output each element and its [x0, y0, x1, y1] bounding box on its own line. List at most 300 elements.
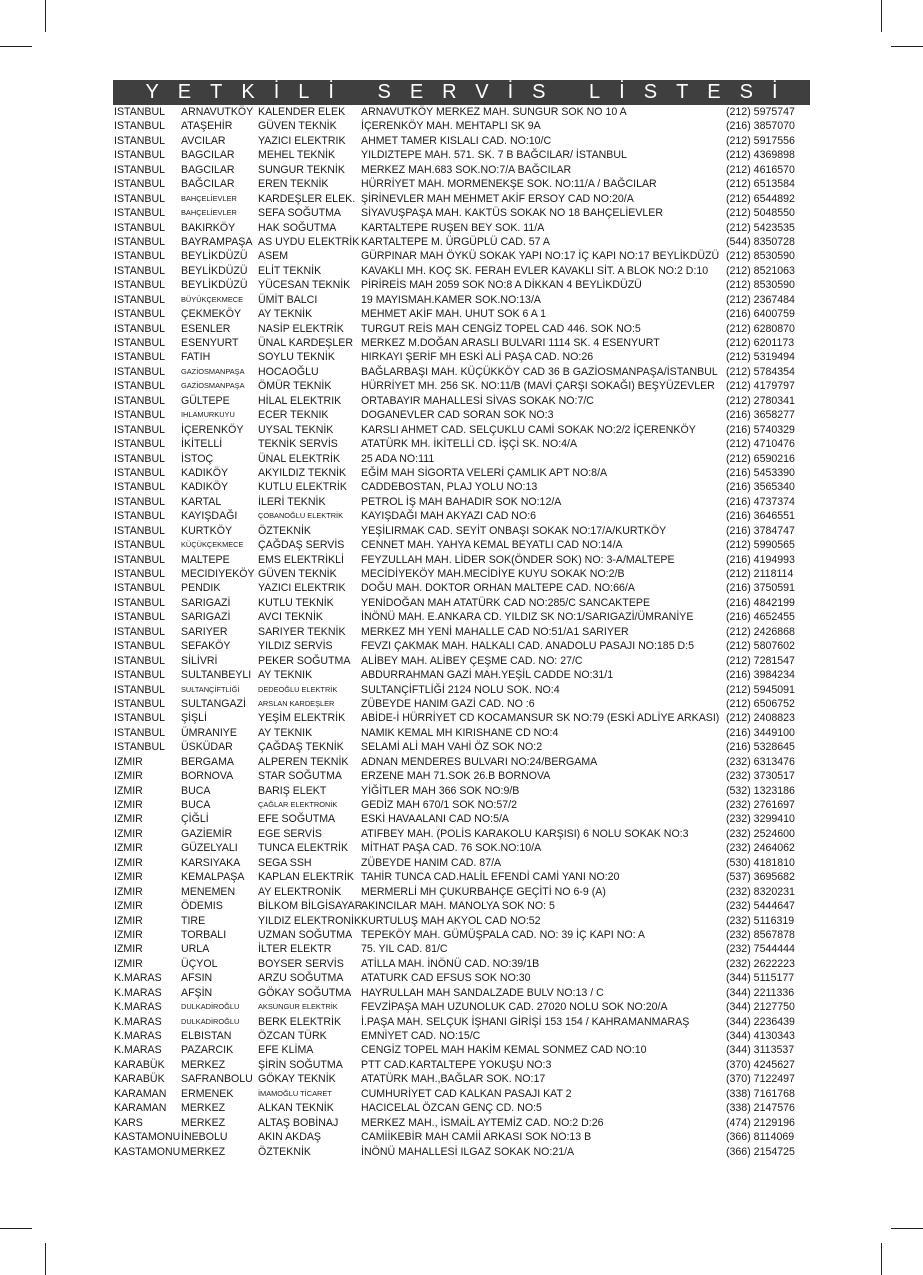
city-cell: ISTANBUL: [114, 250, 166, 263]
address-cell: İNÖNÜ MAHALLESİ ILGAZ SOKAK NO:21/A: [361, 1145, 575, 1158]
service-name-cell: BARIŞ ELEKT: [258, 784, 327, 797]
city-cell: ISTANBUL: [114, 337, 166, 349]
service-name-cell: ARZU SOĞUTMA: [258, 972, 344, 985]
service-row: [114, 596, 814, 610]
phone-cell: (216) 5453390: [726, 466, 795, 479]
city-cell: ISTANBUL: [114, 625, 166, 638]
phone-cell: (232) 3730517: [726, 770, 795, 783]
service-name-cell: KUTLU ELEKTRİK: [258, 481, 347, 494]
city-cell: IZMIR: [114, 799, 143, 811]
phone-cell: (216) 4652455: [726, 611, 795, 624]
phone-cell: (212) 6201173: [726, 337, 795, 349]
district-cell: İÇERENKÖY: [181, 423, 244, 436]
phone-cell: (212) 8521063: [726, 264, 795, 277]
phone-cell: (216) 3784747: [726, 524, 795, 537]
phone-cell: (232) 2622223: [726, 957, 795, 970]
address-cell: 75. YIL CAD. 81/C: [361, 943, 448, 956]
service-row: [114, 307, 814, 321]
address-cell: GÜRPINAR MAH ÖYKÜ SOKAK YAPI NO:17 İÇ KAPI NO:17 BEYLİKDÜZÜ: [361, 250, 720, 263]
service-name-cell: İLTER ELEKTR: [258, 943, 332, 956]
service-name-cell: YILDIZ SERVİS: [258, 640, 333, 653]
district-cell: MENEMEN: [181, 885, 236, 898]
address-cell: AHMET TAMER KISLALI CAD. NO:10/C: [361, 134, 552, 147]
service-name-cell: ÇAĞLAR ELEKTRONİK: [258, 800, 338, 809]
district-cell: İSTOÇ: [181, 452, 214, 465]
address-cell: SİYAVUŞPAŞA MAH. KAKTÜS SOKAK NO 18 BAHÇELİEVLER: [361, 207, 664, 220]
service-name-cell: ALKAN TEKNİK: [258, 1102, 334, 1115]
service-name-cell: ÖZCAN TÜRK: [258, 1030, 327, 1042]
service-name-cell: ARSLAN KARDEŞLER: [258, 698, 335, 708]
service-row: [114, 1087, 814, 1101]
service-row: [114, 870, 814, 884]
city-cell: IZMIR: [114, 784, 143, 797]
city-cell: ISTANBUL: [114, 106, 166, 118]
phone-cell: (232) 5116319: [726, 914, 795, 927]
service-row: [114, 379, 814, 393]
service-name-cell: EREN TEKNİK: [258, 178, 329, 191]
service-name-cell: BERK ELEKTRİK: [258, 1015, 342, 1028]
district-cell: ATAŞEHİR: [181, 120, 233, 133]
district-cell: GÜLTEPE: [181, 394, 230, 407]
crop-mark: [0, 46, 32, 47]
crop-mark: [45, 1243, 46, 1275]
phone-cell: (216) 3449100: [726, 726, 795, 739]
city-cell: ISTANBUL: [114, 409, 166, 422]
service-name-cell: YAZICI ELEKTRIK: [258, 582, 346, 595]
crop-mark: [881, 1243, 882, 1275]
phone-cell: (338) 7161768: [726, 1087, 795, 1100]
city-cell: K.MARAS: [114, 1015, 162, 1028]
district-cell: SULTANBEYLI: [181, 669, 252, 682]
phone-cell: (216) 3750591: [726, 582, 795, 595]
service-name-cell: ÜNAL KARDEŞLER: [258, 337, 353, 349]
address-cell: YİĞİTLER MAH 366 SOK NO:9/B: [361, 784, 520, 797]
address-cell: MERKEZ M.DOĞAN ARASLI BULVARI 1114 SK. 4 ESENYURT: [361, 337, 660, 349]
service-row: [114, 1029, 814, 1043]
phone-cell: (212) 4710476: [726, 438, 795, 451]
city-cell: K.MARAS: [114, 1001, 162, 1014]
phone-cell: (370) 7122497: [726, 1073, 795, 1086]
service-row: [114, 610, 814, 624]
service-row: [114, 668, 814, 682]
service-name-cell: AS UYDU ELEKTRİK: [258, 235, 360, 248]
service-row: [114, 957, 814, 971]
service-row: [114, 971, 814, 985]
address-cell: ABDURRAHMAN GAZİ MAH.YEŞİL CADDE NO:31/1: [361, 669, 614, 682]
phone-cell: (212) 2118114: [726, 568, 794, 580]
phone-cell: (232) 2524600: [726, 827, 795, 840]
city-cell: ISTANBUL: [114, 423, 166, 436]
city-cell: K.MARAS: [114, 972, 162, 985]
city-cell: ISTANBUL: [114, 322, 166, 335]
address-cell: ATATÜRK MAH.,BAĞLAR SOK. NO:17: [361, 1073, 546, 1086]
service-row: [114, 264, 814, 278]
phone-cell: (212) 6513584: [726, 178, 795, 191]
phone-cell: (537) 3695682: [726, 871, 795, 884]
service-name-cell: AY TEKNIK: [258, 669, 313, 682]
city-cell: ISTANBUL: [114, 149, 166, 162]
crop-mark: [891, 1228, 923, 1229]
phone-cell: (212) 2426868: [726, 625, 795, 638]
address-cell: KARSLI AHMET CAD. SELÇUKLU CAMİ SOKAK NO:2/2 İÇERENKÖY: [361, 423, 696, 436]
phone-cell: (344) 5115177: [726, 972, 795, 985]
district-cell: ARNAVUTKÖY: [181, 106, 254, 118]
city-cell: ISTANBUL: [114, 539, 166, 552]
service-row: [114, 1058, 814, 1072]
service-name-cell: KAPLAN ELEKTRİK: [258, 871, 354, 884]
city-cell: ISTANBUL: [114, 654, 166, 667]
service-row: [114, 755, 814, 769]
district-cell: BUCA: [181, 784, 211, 797]
city-cell: IZMIR: [114, 813, 143, 826]
service-name-cell: STAR SOĞUTMA: [258, 770, 342, 783]
address-cell: YENİDOĞAN MAH ATATÜRK CAD NO:285/C SANCAKTEPE: [361, 596, 651, 609]
address-cell: KARTALTEPE M. ÜRGÜPLÜ CAD. 57 A: [361, 235, 550, 248]
phone-cell: (216) 4737374: [726, 495, 795, 508]
service-list: [114, 105, 814, 1159]
service-row: [114, 105, 814, 119]
district-cell: KARTAL: [181, 495, 222, 508]
district-cell: AFŞİN: [181, 986, 213, 999]
service-name-cell: AY TEKNIK: [258, 726, 313, 739]
service-name-cell: KALENDER ELEK: [258, 106, 346, 118]
address-cell: İ.PAŞA MAH. SELÇUK İŞHANI GİRİŞİ 153 154 / KAHRAMANMARAŞ: [361, 1015, 690, 1028]
service-row: [114, 581, 814, 595]
district-cell: MECIDIYEKÖY: [181, 568, 255, 580]
service-row: [114, 293, 814, 307]
city-cell: ISTANBUL: [114, 134, 166, 147]
phone-cell: (212) 8530590: [726, 250, 795, 263]
phone-cell: (212) 4616570: [726, 163, 795, 176]
city-cell: ISTANBUL: [114, 481, 166, 494]
phone-cell: (232) 2761697: [726, 799, 795, 811]
city-cell: ISTANBUL: [114, 163, 166, 176]
list-title: YETKİLİ SERVİS LİSTESİ: [145, 81, 797, 103]
address-cell: MERKEZ MAH., İSMAİL AYTEMİZ CAD. NO:2 D:26: [361, 1116, 604, 1129]
service-name-cell: HAK SOĞUTMA: [258, 221, 337, 234]
service-row: [114, 899, 814, 913]
district-cell: SULTANGAZİ: [181, 697, 246, 710]
city-cell: ISTANBUL: [114, 293, 166, 306]
city-cell: ISTANBUL: [114, 452, 166, 465]
address-cell: FEVZİPAŞA MAH UZUNOLUK CAD. 27020 NOLU SOK NO:20/A: [361, 1001, 668, 1014]
address-cell: HACICELAL ÖZCAN GENÇ CD. NO:5: [361, 1102, 542, 1115]
service-row: [114, 1130, 814, 1144]
city-cell: ISTANBUL: [114, 640, 166, 653]
service-row: [114, 350, 814, 364]
address-cell: KURTULUŞ MAH AKYOL CAD NO:52: [361, 914, 541, 927]
phone-cell: (370) 4245627: [726, 1058, 795, 1071]
crop-mark: [891, 46, 923, 47]
address-cell: YEŞİLIRMAK CAD. SEYİT ONBAŞI SOKAK NO:17/A/KURTKÖY: [361, 524, 667, 537]
address-cell: KAVAKLI MH. KOÇ SK. FERAH EVLER KAVAKLI SİT. A BLOK NO:2 D:10: [361, 264, 709, 277]
city-cell: ISTANBUL: [114, 279, 166, 292]
district-cell: ÖDEMIS: [181, 900, 223, 913]
district-cell: MERKEZ: [181, 1145, 226, 1158]
service-row: [114, 942, 814, 956]
district-cell: BEYLİKDÜZÜ: [181, 279, 248, 292]
service-row: [114, 1145, 814, 1159]
district-cell: SAFRANBOLU: [181, 1073, 253, 1086]
city-cell: IZMIR: [114, 755, 143, 768]
service-name-cell: YILDIZ ELEKTRONİK: [258, 914, 362, 927]
address-cell: 19 MAYISMAH.KAMER SOK.NO:13/A: [361, 293, 541, 306]
crop-mark: [45, 0, 46, 32]
address-cell: ESKİ HAVAALANI CAD NO:5/A: [361, 813, 509, 826]
phone-cell: (212) 5319494: [726, 351, 795, 364]
district-cell: BAHÇELİEVLER: [181, 208, 237, 218]
service-row: [114, 827, 814, 841]
city-cell: ISTANBUL: [114, 510, 166, 523]
service-row: [114, 206, 814, 220]
city-cell: IZMIR: [114, 928, 143, 941]
crop-mark: [0, 1228, 32, 1229]
phone-cell: (216) 4194993: [726, 553, 795, 566]
phone-cell: (344) 2127750: [726, 1001, 795, 1014]
service-name-cell: EMS ELEKTRİKLİ: [258, 553, 344, 566]
phone-cell: (212) 6590216: [726, 452, 795, 465]
address-cell: GEDİZ MAH 670/1 SOK NO:57/2: [361, 799, 518, 811]
city-cell: KASTAMONU: [114, 1145, 181, 1158]
district-cell: MALTEPE: [181, 553, 230, 566]
service-row: [114, 740, 814, 754]
service-name-cell: ÖMÜR TEKNİK: [258, 380, 332, 393]
city-cell: ISTANBUL: [114, 207, 166, 220]
city-cell: ISTANBUL: [114, 380, 166, 393]
service-row: [114, 148, 814, 162]
address-cell: HIRKAYI ŞERİF MH ESKİ ALİ PAŞA CAD. NO:26: [361, 351, 594, 364]
district-cell: BAKIRKÖY: [181, 221, 236, 234]
district-cell: GAZİOSMANPAŞA: [181, 366, 245, 376]
service-name-cell: NASİP ELEKTRİK: [258, 322, 344, 335]
phone-cell: (216) 3646551: [726, 510, 795, 523]
district-cell: KÜÇÜKÇEKMECE: [181, 540, 244, 550]
district-cell: BEYLİKDÜZÜ: [181, 250, 248, 263]
district-cell: ÇİĞLİ: [181, 813, 209, 826]
address-cell: HAYRULLAH MAH SANDALZADE BULV NO:13 / C: [361, 986, 604, 999]
address-cell: AKINCILAR MAH. MANOLYA SOK NO: 5: [361, 900, 555, 913]
service-row: [114, 278, 814, 292]
phone-cell: (212) 2367484: [726, 293, 795, 306]
city-cell: ISTANBUL: [114, 365, 166, 378]
service-name-cell: YÜCESAN TEKNİK: [258, 279, 351, 292]
phone-cell: (232) 5444647: [726, 900, 795, 913]
city-cell: KARAMAN: [114, 1087, 167, 1100]
address-cell: ADNAN MENDERES BULVARI NO:24/BERGAMA: [361, 755, 598, 768]
service-row: [114, 452, 814, 466]
city-cell: ISTANBUL: [114, 192, 166, 205]
city-cell: ISTANBUL: [114, 524, 166, 537]
service-row: [114, 711, 814, 725]
district-cell: SARIYER: [181, 625, 228, 638]
address-cell: ŞİRİNEVLER MAH MEHMET AKİF ERSOY CAD NO:20/A: [361, 192, 634, 205]
address-cell: ZÜBEYDE HANIM CAD. 87/A: [361, 856, 502, 869]
city-cell: IZMIR: [114, 957, 143, 970]
address-cell: ATIFBEY MAH. (POLİS KARAKOLU KARŞISI) 6 NOLU SOKAK NO:3: [361, 827, 689, 840]
district-cell: ÇEKMEKÖY: [181, 308, 242, 321]
service-name-cell: İMAMOĞLU TİCARET: [258, 1088, 332, 1098]
service-name-cell: ELİT TEKNİK: [258, 264, 322, 277]
phone-cell: (232) 8567878: [726, 928, 795, 941]
service-row: [114, 914, 814, 928]
phone-cell: (366) 2154725: [726, 1145, 795, 1158]
service-name-cell: AKSUNGUR ELEKTRİK: [258, 1002, 338, 1012]
service-row: [114, 163, 814, 177]
service-row: [114, 1072, 814, 1086]
district-cell: ÜÇYOL: [181, 957, 218, 970]
service-row: [114, 769, 814, 783]
service-row: [114, 1043, 814, 1057]
phone-cell: (344) 2211336: [726, 986, 795, 999]
phone-cell: (212) 4369898: [726, 149, 795, 162]
city-cell: ISTANBUL: [114, 351, 166, 364]
city-cell: ISTANBUL: [114, 394, 166, 407]
address-cell: SELAMİ ALİ MAH VAHİ ÖZ SOK NO:2: [361, 741, 543, 754]
district-cell: BÜYÜKÇEKMECE: [181, 294, 244, 304]
phone-cell: (212) 5917556: [726, 134, 795, 147]
service-row: [114, 639, 814, 653]
service-name-cell: SARIYER TEKNİK: [258, 625, 346, 638]
city-cell: ISTANBUL: [114, 120, 166, 133]
service-name-cell: ÇOBANOĞLU ELEKTRİK: [258, 511, 344, 521]
city-cell: ISTANBUL: [114, 308, 166, 321]
address-cell: ATATÜRK MH. İKİTELLİ CD. İŞÇİ SK. NO:4/A: [361, 438, 578, 451]
district-cell: ERMENEK: [181, 1087, 234, 1100]
address-cell: CUMHURİYET CAD KALKAN PASAJI KAT 2: [361, 1087, 572, 1100]
service-name-cell: SUNGUR TEKNİK: [258, 163, 345, 176]
address-cell: EĞİM MAH SİGORTA VELERİ ÇAMLIK APT NO:8/A: [361, 466, 608, 479]
service-row: [114, 625, 814, 639]
service-name-cell: KUTLU TEKNİK: [258, 596, 334, 609]
service-row: [114, 495, 814, 509]
district-cell: ÜSKÜDAR: [181, 741, 233, 754]
address-cell: MEHMET AKİF MAH. UHUT SOK 6 A 1: [361, 308, 547, 321]
city-cell: ISTANBUL: [114, 683, 166, 696]
service-name-cell: TUNCA ELEKTRİK: [258, 842, 349, 855]
service-row: [114, 538, 814, 552]
city-cell: IZMIR: [114, 856, 143, 869]
service-name-cell: UZMAN SOĞUTMA: [258, 928, 353, 941]
service-row: [114, 408, 814, 422]
phone-cell: (216) 5740329: [726, 423, 795, 436]
address-cell: ATATURK CAD EFSUS SOK NO:30: [361, 972, 531, 985]
district-cell: SİLİVRİ: [181, 654, 218, 667]
service-name-cell: MEHEL TEKNİK: [258, 149, 336, 162]
service-name-cell: SEFA SOĞUTMA: [258, 207, 342, 220]
address-cell: ARNAVUTKÖY MERKEZ MAH. SUNGUR SOK NO 10 A: [361, 106, 627, 118]
district-cell: BAĞCILAR: [181, 178, 235, 191]
service-name-cell: PEKER SOĞUTMA: [258, 654, 351, 667]
city-cell: ISTANBUL: [114, 712, 166, 725]
address-cell: FEYZULLAH MAH. LİDER SOK(ÖNDER SOK) NO: 3-A/MALTEPE: [361, 553, 675, 566]
service-name-cell: BİLKOM BİLGİSAYAR: [258, 900, 363, 913]
service-row: [114, 726, 814, 740]
service-name-cell: GÖKAY SOĞUTMA: [258, 986, 352, 999]
phone-cell: (212) 5807602: [726, 640, 795, 653]
city-cell: KARABÜK: [114, 1058, 165, 1071]
phone-cell: (216) 5328645: [726, 741, 795, 754]
address-cell: NAMIK KEMAL MH KIRISHANE CD NO:4: [361, 726, 559, 739]
district-cell: GAZİOSMANPAŞA: [181, 381, 245, 391]
service-row: [114, 466, 814, 480]
service-row: [114, 654, 814, 668]
address-cell: HÜRRİYET MH. 256 SK. NO:11/B (MAVİ ÇARŞI SOKAĞI) BEŞYÜZEVLER: [361, 380, 715, 393]
city-cell: KASTAMONU: [114, 1131, 181, 1144]
phone-cell: (216) 3857070: [726, 120, 795, 133]
phone-cell: (216) 6400759: [726, 308, 795, 321]
service-name-cell: TEKNİK SERVİS: [258, 438, 338, 451]
phone-cell: (216) 3565340: [726, 481, 795, 494]
city-cell: ISTANBUL: [114, 235, 166, 248]
district-cell: BAYRAMPAŞA: [181, 235, 253, 248]
address-cell: EMNİYET CAD. NO:15/C: [361, 1030, 481, 1042]
phone-cell: (232) 2464062: [726, 842, 795, 855]
service-name-cell: HİLAL ELEKTRIK: [258, 394, 342, 407]
city-cell: ISTANBUL: [114, 553, 166, 566]
service-row: [114, 235, 814, 249]
service-row: [114, 480, 814, 494]
phone-cell: (232) 3299410: [726, 813, 795, 826]
phone-cell: (216) 4842199: [726, 596, 795, 609]
city-cell: IZMIR: [114, 842, 143, 855]
phone-cell: (212) 5423535: [726, 221, 795, 234]
district-cell: URLA: [181, 943, 210, 956]
service-row: [114, 221, 814, 235]
address-cell: MECİDİYEKÖY MAH.MECİDİYE KUYU SOKAK NO:2/B: [361, 568, 625, 580]
address-cell: ATİLLA MAH. İNÖNÜ CAD. NO:39/1B: [361, 957, 540, 970]
phone-cell: (212) 5784354: [726, 365, 795, 378]
district-cell: İKİTELLİ: [181, 438, 223, 451]
service-row: [114, 1101, 814, 1115]
service-row: [114, 697, 814, 711]
service-row: [114, 683, 814, 697]
city-cell: ISTANBUL: [114, 611, 166, 624]
address-cell: KARTALTEPE RUŞEN BEY SOK. 11/A: [361, 221, 545, 234]
address-cell: KAYIŞDAĞI MAH AKYAZI CAD NO:6: [361, 510, 537, 523]
city-cell: ISTANBUL: [114, 582, 166, 595]
service-name-cell: AY TEKNİK: [258, 308, 313, 321]
phone-cell: (216) 3984234: [726, 669, 795, 682]
city-cell: ISTANBUL: [114, 697, 166, 710]
service-name-cell: ALPEREN TEKNİK: [258, 755, 349, 768]
district-cell: BAHÇELİEVLER: [181, 193, 237, 203]
service-row: [114, 365, 814, 379]
service-row: [114, 1015, 814, 1029]
district-cell: SARIGAZİ: [181, 611, 231, 624]
district-cell: DULKADİROĞLU: [181, 1002, 240, 1012]
service-row: [114, 509, 814, 523]
city-cell: KARABÜK: [114, 1073, 165, 1086]
phone-cell: (530) 4181810: [726, 856, 795, 869]
phone-cell: (212) 6506752: [726, 697, 795, 710]
city-cell: KARS: [114, 1116, 143, 1129]
list-header-bar: [113, 80, 810, 105]
district-cell: TIRE: [181, 914, 206, 927]
district-cell: ESENLER: [181, 322, 231, 335]
district-cell: ESENYURT: [181, 337, 239, 349]
service-row: [114, 812, 814, 826]
service-row: [114, 437, 814, 451]
city-cell: ISTANBUL: [114, 669, 166, 682]
district-cell: BAGCILAR: [181, 149, 235, 162]
phone-cell: (344) 2236439: [726, 1015, 795, 1028]
city-cell: IZMIR: [114, 770, 143, 783]
address-cell: MERKEZ MAH.683 SOK.NO:7/A BAĞCILAR: [361, 163, 572, 176]
service-row: [114, 336, 814, 350]
address-cell: 25 ADA NO:111: [361, 452, 435, 465]
address-cell: PİRİREİS MAH 2059 SOK NO:8 A DİKKAN 4 BEYLİKDÜZÜ: [361, 279, 642, 292]
service-name-cell: ÖZTEKNİK: [258, 1145, 311, 1158]
